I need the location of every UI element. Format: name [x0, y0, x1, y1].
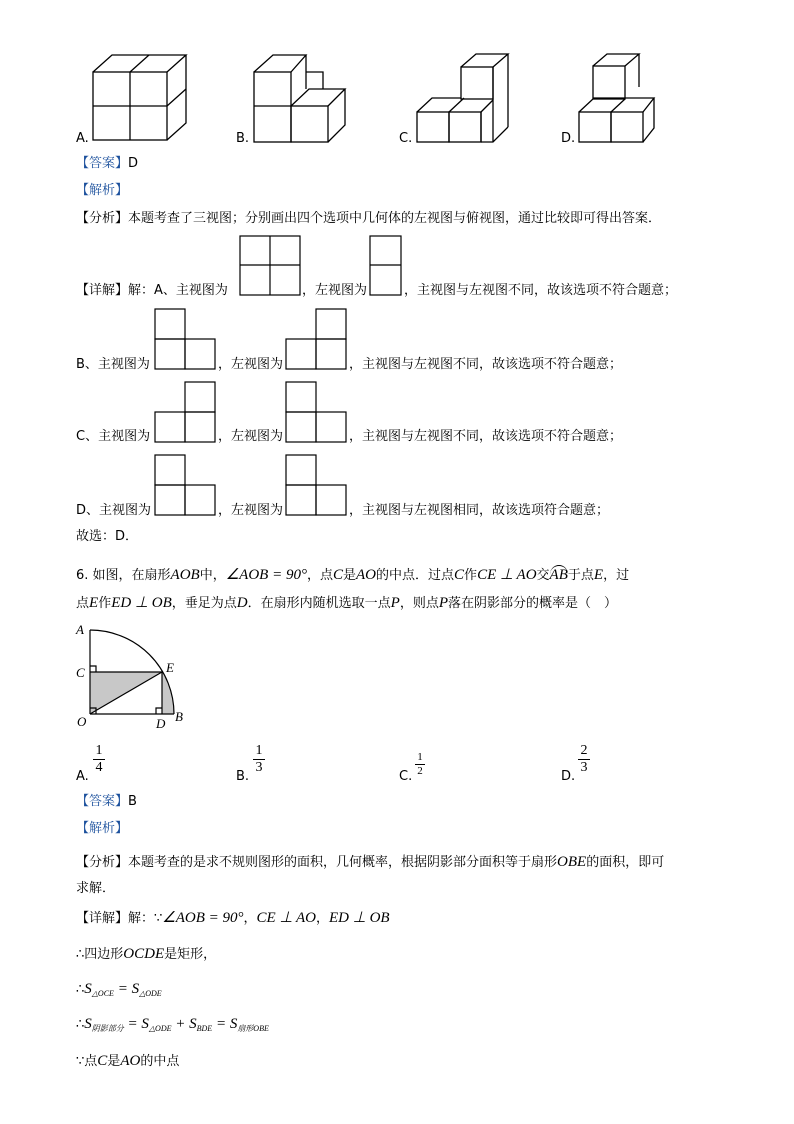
area-symbol: S [141, 1016, 149, 1032]
area-subscript: △ODE [148, 1024, 172, 1033]
stem-text: 的中点．过点 [376, 568, 455, 583]
stem-text: ．在扇形内随机选取一点 [247, 596, 391, 611]
q5-figure-d [576, 52, 676, 147]
equals: = [212, 1016, 230, 1032]
q6-stem-line2 [76, 594, 617, 613]
q5-detail-d-mid: ，左视图为 [218, 503, 284, 518]
numerator: 1 [417, 751, 423, 763]
detail-text: ∴四边形 [76, 947, 124, 962]
stem-text: 于点 [567, 568, 594, 583]
q5-detail-c-suffix: ，主视图与左视图不同，故该选项不符合题意； [349, 429, 623, 444]
q6-fenxi-line1 [76, 853, 664, 872]
q5-detail-c-mid: ，左视图为 [218, 429, 284, 444]
q5-answer [76, 155, 138, 173]
q5-option-d-label: D. [561, 131, 576, 146]
q6-answer [76, 793, 137, 811]
answer-tag: 【答案】 [76, 156, 129, 171]
denominator: 3 [255, 760, 263, 775]
stem-text: 中， [199, 568, 226, 583]
answer-value: B [128, 794, 137, 809]
fenxi-text: 【分析】本题考查的是求不规则图形的面积，几何概率，根据阴影部分面积等于扇形 [76, 855, 558, 870]
view-a-front [239, 235, 303, 299]
arc-ab: AB [549, 567, 568, 583]
plus: + [171, 1016, 190, 1032]
view-b-left [285, 308, 349, 372]
stem-text: ，则点 [399, 596, 439, 611]
area-symbol: S [84, 981, 92, 997]
denominator: 4 [95, 760, 103, 775]
area-symbol: S [84, 1016, 92, 1032]
denominator: 2 [417, 765, 423, 777]
point-c: C [454, 567, 465, 583]
stem-text: 6. 如图，在扇形 [76, 568, 171, 583]
q5-detail-b-mid: ，左视图为 [218, 357, 284, 372]
area-symbol: S [189, 1016, 197, 1032]
area-subscript: 阴影部分 [91, 1024, 124, 1033]
q6-analysis-tag: 【解析】 [76, 821, 129, 836]
segment-ao: AO [120, 1053, 141, 1069]
q5-fenxi: 【分析】本题考查了三视图；分别画出四个选项中几何体的左视图与俯视图，通过比较即可得出答案． [76, 211, 662, 226]
stem-text: 落在阴影部分的概率是（ ） [448, 596, 618, 611]
quad-ocde: OCDE [123, 946, 165, 962]
detail-text: 【详解】解：∵ [76, 911, 163, 926]
option-d-fraction [578, 744, 590, 775]
q5-detail-a-prefix: 【详解】解：A、主视图为 [76, 283, 228, 298]
point-e: E [593, 567, 604, 583]
option-b-fraction [253, 744, 265, 775]
point-c: C [97, 1053, 108, 1069]
view-a-left [369, 235, 403, 299]
q6-detail-line4 [76, 1015, 269, 1038]
perp-expr: CE ⊥ AO [477, 567, 537, 583]
stem-text: 是 [343, 568, 357, 583]
q6-detail-line5 [76, 1052, 179, 1071]
equals: = [123, 1016, 142, 1032]
stem-text: ，过 [603, 568, 630, 583]
sector-name: AOB [170, 567, 200, 583]
perp-expr: CE ⊥ AO [256, 910, 316, 926]
denominator: 3 [580, 760, 588, 775]
option-c-label: C. [399, 769, 413, 784]
q5-option-a-label: A. [76, 131, 89, 146]
q5-detail-a-suffix: ，主视图与左视图不同，故该选项不符合题意； [404, 283, 678, 298]
point-c: C [332, 567, 343, 583]
numerator: 2 [580, 743, 588, 758]
stem-text: ，垂足为点 [171, 596, 237, 611]
option-a-fraction [93, 744, 105, 775]
numerator: 1 [255, 743, 263, 758]
q6-detail-line3 [76, 980, 162, 1003]
q5-detail-a-mid: ，左视图为 [302, 283, 368, 298]
detail-text: ， [243, 911, 257, 926]
view-d-front [154, 454, 218, 518]
label-a: A [76, 622, 84, 637]
q5-analysis-tag: 【解析】 [76, 183, 129, 198]
area-subscript: △OCE [91, 989, 114, 998]
option-d-label: D. [561, 769, 576, 784]
area-subscript: BDE [196, 1024, 213, 1033]
point-d: D [236, 595, 248, 611]
area-symbol: S [229, 1016, 238, 1032]
detail-text: ∴ [76, 982, 85, 997]
q5-detail-d-prefix: D、主视图为 [76, 503, 152, 518]
q5-option-b-label: B. [236, 131, 250, 146]
q5-detail-d-suffix: ，主视图与左视图相同，故该选项符合题意； [349, 503, 610, 518]
perp-expr: ED ⊥ OB [111, 595, 172, 611]
q5-figure-c [414, 52, 514, 147]
detail-text: 的中点 [140, 1054, 180, 1069]
stem-text: 作 [464, 568, 478, 583]
q5-figure-b [251, 52, 351, 147]
label-e: E [166, 660, 174, 675]
q5-detail-b-suffix: ，主视图与左视图不同，故该选项不符合题意； [349, 357, 623, 372]
label-b: B [175, 709, 183, 724]
q5-conclusion: 故选：D． [76, 529, 139, 544]
stem-text: 交 [536, 568, 550, 583]
stem-text: 点 [76, 596, 90, 611]
point-e: E [89, 595, 99, 611]
label-d: D [156, 716, 166, 731]
detail-text: ∵点 [76, 1054, 98, 1069]
q5-detail-c-prefix: C、主视图为 [76, 429, 151, 444]
q6-fenxi-line2: 求解． [76, 881, 116, 896]
view-c-front [154, 381, 218, 445]
fenxi-text: 的面积，即可 [586, 855, 665, 870]
stem-text: ，点 [306, 568, 333, 583]
angle-expr: ∠AOB = 90° [162, 910, 244, 926]
view-c-left [285, 381, 349, 445]
angle-expr: ∠AOB = 90° [225, 567, 307, 583]
area-subscript: 扇形OBE [237, 1024, 269, 1033]
view-d-left [285, 454, 349, 518]
label-o: O [77, 714, 87, 729]
area-symbol: S [131, 981, 140, 997]
option-a-label: A. [76, 769, 89, 784]
equals: = [113, 981, 132, 997]
q6-detail-line2 [76, 945, 216, 964]
answer-tag: 【答案】 [76, 794, 129, 809]
numerator: 1 [95, 743, 103, 758]
sector-obe: OBE [557, 854, 587, 870]
answer-value: D [128, 156, 139, 171]
view-b-front [154, 308, 218, 372]
perp-expr: ED ⊥ OB [329, 910, 390, 926]
q6-sector-figure [74, 622, 194, 732]
q5-option-c-label: C. [399, 131, 413, 146]
area-subscript: △ODE [139, 989, 162, 998]
stem-text: 作 [98, 596, 112, 611]
option-c-fraction [415, 752, 425, 777]
detail-text: ∴ [76, 1017, 85, 1032]
segment-ao: AO [356, 567, 377, 583]
q6-detail-line1 [76, 909, 390, 928]
detail-text: 是 [107, 1054, 121, 1069]
q5-figure-a [90, 52, 190, 142]
point-p: P [438, 595, 448, 611]
q6-stem-line1 [76, 565, 629, 585]
detail-text: 是矩形， [164, 947, 217, 962]
detail-text: ， [316, 911, 330, 926]
point-p: P [390, 595, 400, 611]
option-b-label: B. [236, 769, 250, 784]
q5-detail-b-prefix: B、主视图为 [76, 357, 150, 372]
label-c: C [76, 665, 85, 680]
